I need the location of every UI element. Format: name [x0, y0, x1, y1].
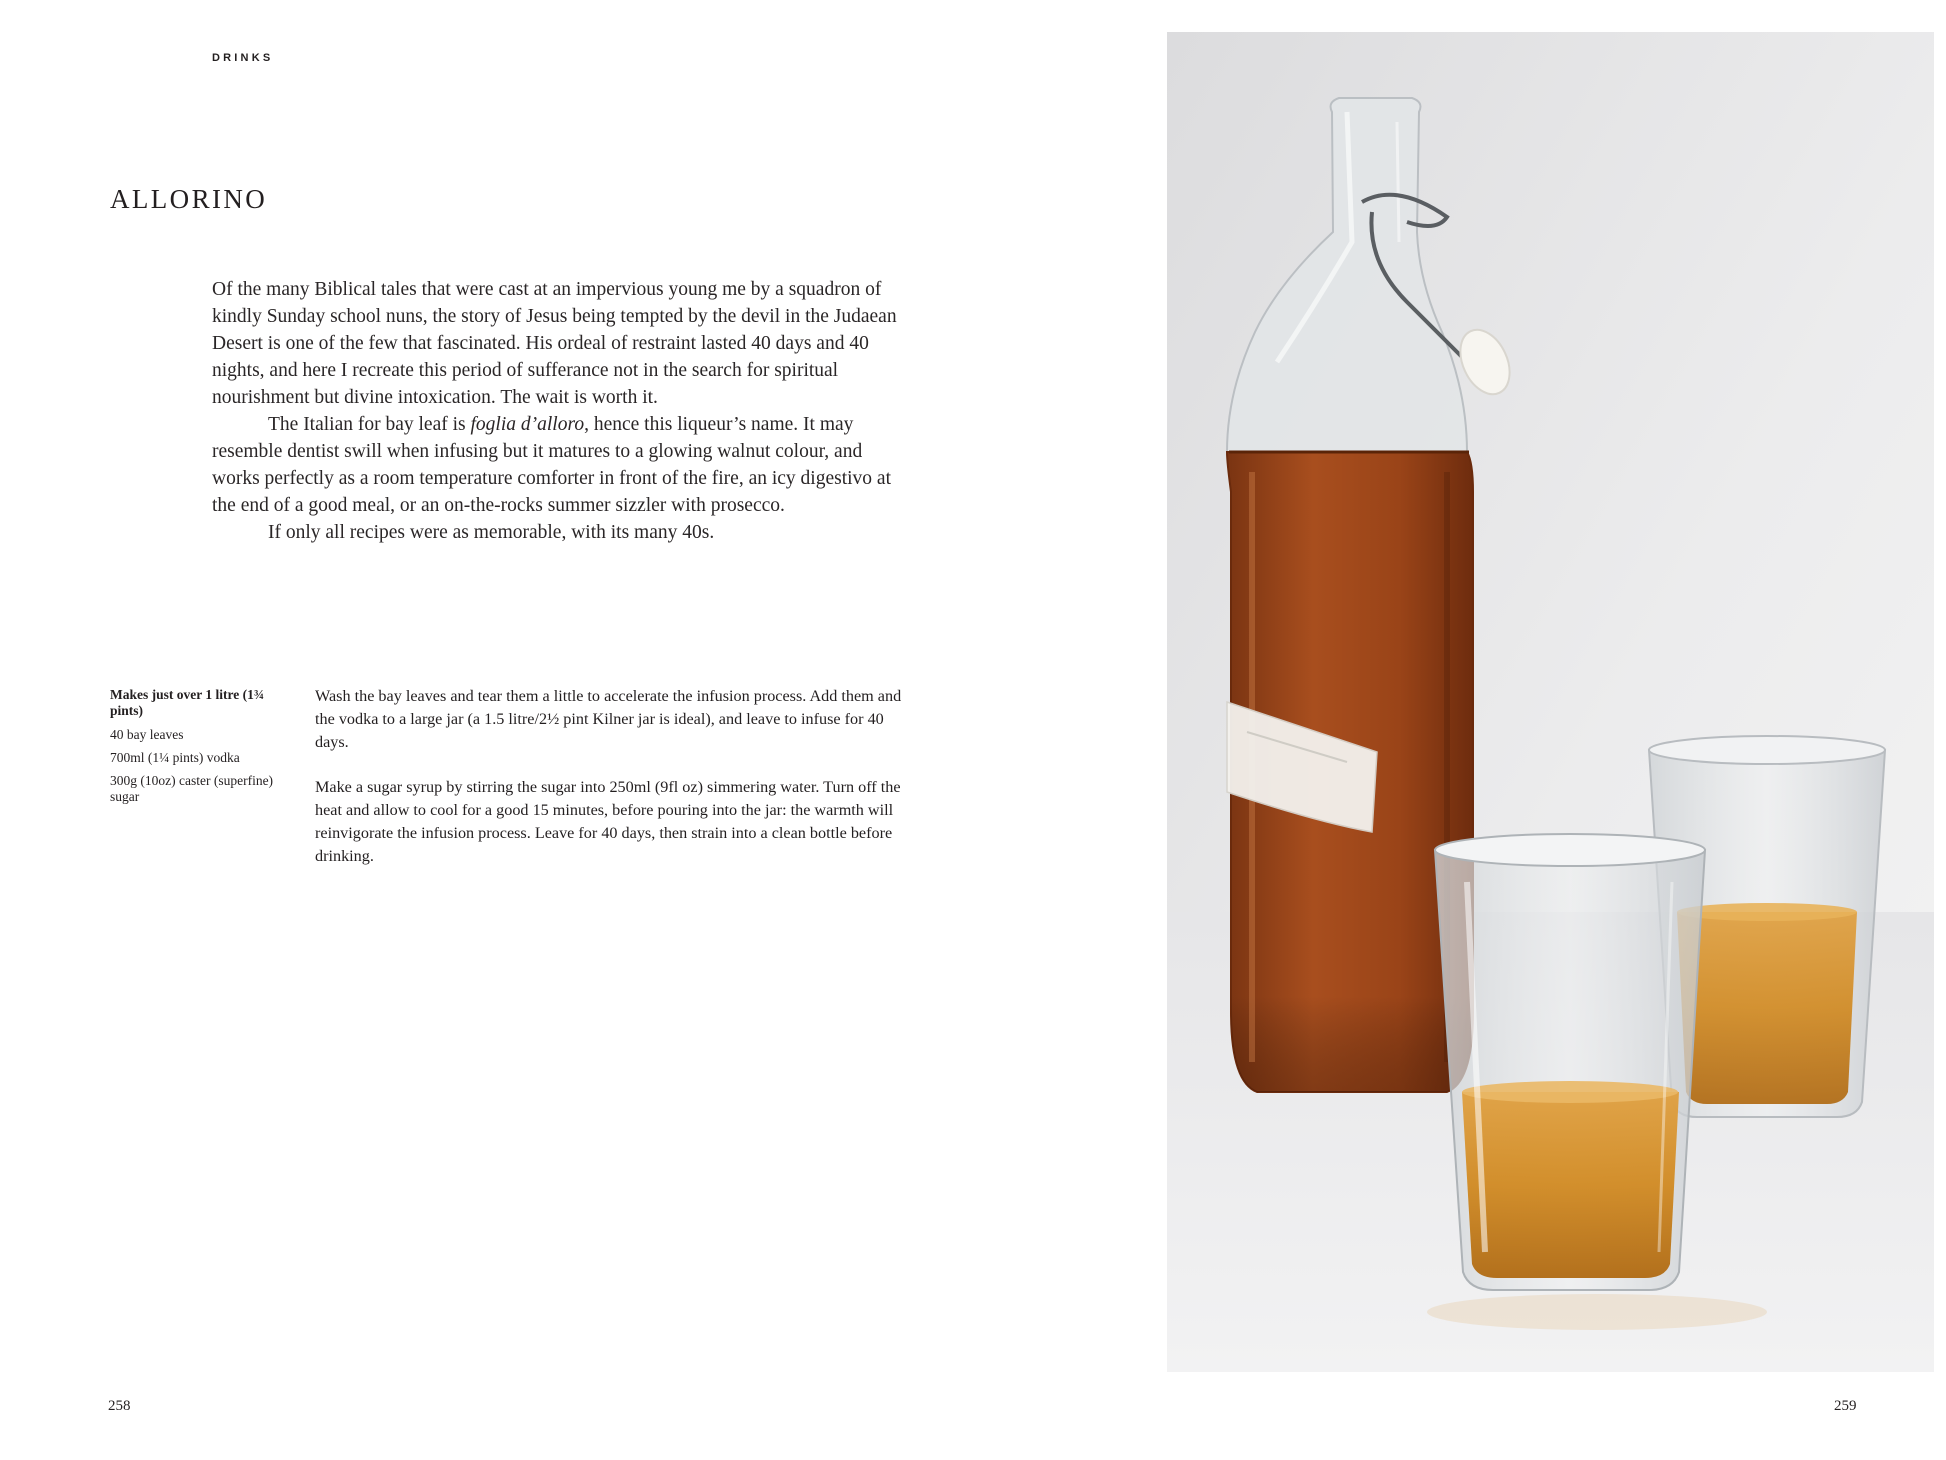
bottle-and-glasses-illustration	[1167, 32, 1934, 1372]
intro-paragraph-2-start: The Italian for bay leaf is	[268, 414, 471, 435]
recipe-yield: Makes just over 1 litre (1¾ pints)	[110, 687, 264, 718]
intro-paragraph-2	[212, 411, 912, 519]
ingredient-item: 40 bay leaves	[110, 727, 184, 742]
intro-paragraph-3: If only all recipes were as memorable, with its many 40s.	[268, 522, 715, 543]
italian-term: foglia d’alloro	[470, 414, 585, 435]
section-label: DRINKS	[212, 52, 274, 64]
page-number-left: 258	[108, 1398, 131, 1414]
ingredient-item: 700ml (1¼ pints) vodka	[110, 750, 240, 765]
liqueur-photo	[1167, 32, 1934, 1372]
intro-text	[212, 276, 912, 546]
method-step-2: Make a sugar syrup by stirring the sugar into 250ml (9fl oz) simmering water. Turn off the heat and allow to cool for a good 15 minutes, before pouring into the jar: the warmth will reinvigorate the infusion process. Leave for 40 days, then strain into a clean bottle before drinking.	[315, 778, 901, 865]
method-text	[315, 685, 915, 890]
ingredient-list	[110, 687, 280, 812]
method-step-1: Wash the bay leaves and tear them a little to accelerate the infusion process. Add them and the vodka to a large jar (a 1.5 litre/2½ pint Kilner jar is ideal), and leave to infuse for 40 days.	[315, 687, 902, 751]
page-number-right: 259	[1834, 1398, 1857, 1414]
recipe-title: ALLORINO	[110, 184, 268, 214]
intro-paragraph-2-end: , hence this liqueur’s name. It may resemble dentist swill when infusing but it matures to a glowing walnut colour, and works perfectly as a room temperature comforter in front of the fire, an icy digestivo at the end of a good meal, or an on-the-rocks summer sizzler with prosecco.	[212, 414, 891, 516]
ingredient-item: 300g (10oz) caster (superfine) sugar	[110, 773, 274, 804]
intro-paragraph-1: Of the many Biblical tales that were cast at an impervious young me by a squadron of kindly Sunday school nuns, the story of Jesus being tempted by the devil in the Judaean Desert is one of the few that fascinated. His ordeal of restraint lasted 40 days and 40 nights, and here I recreate this period of sufferance not in the search for spiritual nourishment but divine intoxication. The wait is worth it.	[212, 279, 897, 408]
